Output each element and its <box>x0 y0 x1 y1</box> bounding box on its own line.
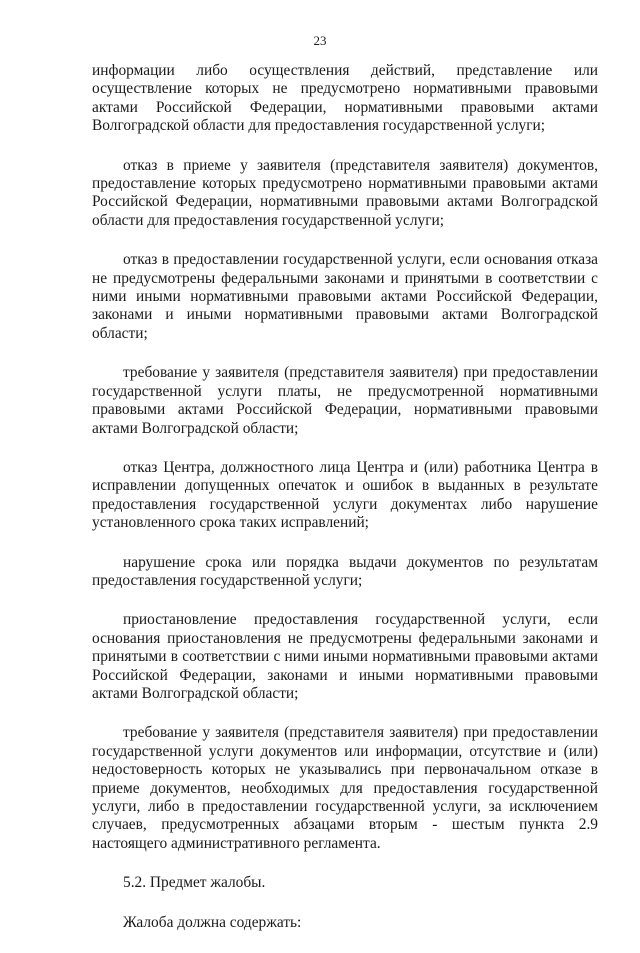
paragraph-suspension: приостановление предоставления государственной услуги, если основания приостановления не предусмотрены федеральными законами и принятыми в соответствии с ними иными нормативными правовыми актами Российской Федерации, законами и иными нормативными правовыми актами Волгоградской области; <box>92 611 598 702</box>
paragraph-center-refusal: отказ Центра, должностного лица Центра и (или) работника Центра в исправлении допущенных опечаток и ошибок в выданных в результате предоставления государственной услуги документах либо нарушение установленного срока таких исправлений; <box>92 458 598 532</box>
page-number: 23 <box>313 33 327 48</box>
paragraph-continuation: информации либо осуществления действий, представление или осуществление которых не предусмотрено нормативными правовыми актами Российской Федерации, нормативными правовыми актами Волгоградской области для предоставления государственной услуги; <box>92 62 598 135</box>
paragraph-fee-requirement: требование у заявителя (представителя заявителя) при предоставлении государственной услуги платы, не предусмотренной нормативными правовыми актами Российской Федерации, нормативными правовыми актами Волгоградской области; <box>92 364 598 437</box>
paragraph-refusal-acceptance: отказ в приеме у заявителя (представителя заявителя) документов, предоставление которых предусмотрено нормативными правовыми актами Российской Федерации, нормативными правовыми актами Волгоградской области для предоставления государственной услуги; <box>92 156 598 229</box>
paragraph-document-requirement: требование у заявителя (представителя заявителя) при предоставлении государственной услуги документов или информации, отсутствие и (или) недостоверность которых не указывались при первоначальном отказе в приеме документов, необходимых для предоставления государственной услуги, либо в предоставлении государственной услуги, за исключением случаев, предусмотренных абзацами вторым - шестым пункта 2.9 настоящего административного регламента. <box>92 724 598 852</box>
document-body <box>92 62 598 953</box>
paragraph-refusal-provision: отказ в предоставлении государственной услуги, если основания отказа не предусмотрены федеральными законами и принятыми в соответствии с ними иными нормативными правовыми актами Российской Федерации, законами и иными нормативными правовыми актами Волгоградской области; <box>92 251 598 342</box>
paragraph-complaint-contents: Жалоба должна содержать: <box>123 913 302 931</box>
section-heading-5-2: 5.2. Предмет жалобы. <box>123 874 266 892</box>
paragraph-deadline-violation: нарушение срока или порядка выдачи документов по результатам предоставления государственной услуги; <box>92 553 598 589</box>
